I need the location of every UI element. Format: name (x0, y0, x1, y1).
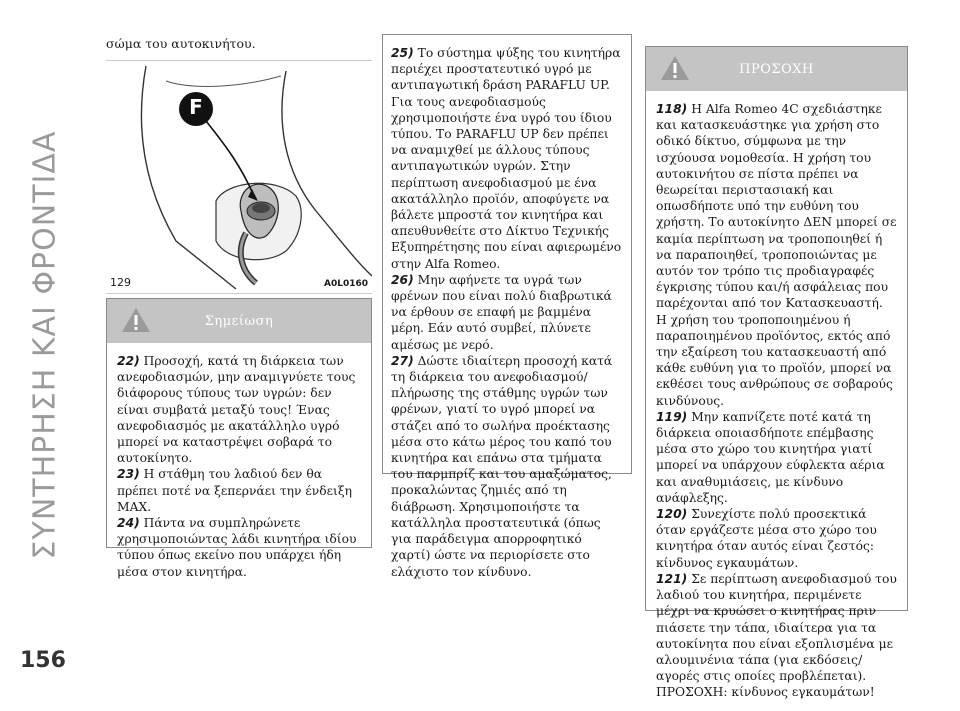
engine-illustration (106, 61, 372, 293)
note-paragraph: 22) Προσοχή, κατά τη διάρκεια των ανεφοδιασμών, μην αναμιγνύετε τους διάφορους τύπους των υγρών: δεν είναι συμβατά μεταξύ τους! Ένας ανεφοδιασμός με ακατάλληλο υγρό μπορεί να καταστρέψει σοβαρά το αυτοκίνητο. (117, 354, 356, 466)
left-column (106, 36, 372, 294)
warning-triangle-icon (121, 307, 151, 337)
note-paragraph: 24) Πάντα να συμπληρώνετε χρησιμοποιώντας λάδι κινητήρα ιδίου τύπου όπως εκείνο που υπάρχει ήδη μέσα στον κινητήρα. (117, 516, 357, 579)
middle-paragraph: 27) Δώστε ιδιαίτερη προσοχή κατά τη διάρκεια του ανεφοδιασμού/πλήρωσης της στάθμης υγρών των φρένων, γιατί το υγρό μπορεί να στάζει από το σωλήνα προέκτασης μέσα στο κάτω μέρος του καπό του κινητήρα και επάνω στα τμήματα του παρμπρίζ και του αμαξώματος, προκαλώντας ζημιές από τη διάβρωση. Χρησιμοποιήστε τα κατάλληλα προστατευτικά (όπως για παράδειγμα απορροφητικό χαρτί) ώστε να περιορίσετε στο ελάχιστο τον κίνδυνο. (391, 353, 613, 579)
figure-129 (106, 60, 372, 294)
note-title: Σημείωση (204, 313, 274, 329)
figure-number: 129 (110, 276, 131, 289)
intro-text: σώμα του αυτοκινήτου. (106, 36, 256, 51)
warning-paragraph: 121) Σε περίπτωση ανεφοδιασμού του λαδιού του κινητήρα, περιμένετε μέχρι να κρυώσει ο κινητήρας πριν πιάσετε την τάπα, ιδιαίτερα για τα αυτοκίνητα που είναι εξοπλισμένα με αλουμινένια τάπα (για εκδόσεις/αγορές στις οποίες προβλέπεται). ΠΡΟΣΟΧΗ: κίνδυνος εγκαυμάτων! (656, 571, 897, 700)
middle-column-body (383, 35, 631, 590)
figure-callout-letter: F (189, 95, 203, 119)
middle-column-box (382, 34, 632, 579)
warning-header (646, 47, 907, 91)
warning-paragraph: 120) Συνεχίστε πολύ προσεκτικά όταν εργάζεστε μέσα στο χώρο του κινητήρα όταν αυτός είναι ζεστός: κίνδυνος εγκαυμάτων. (656, 507, 877, 570)
page-number: 156 (20, 648, 66, 673)
sidebar (0, 0, 90, 686)
note-paragraph: 23) Η στάθμη του λαδιού δεν θα πρέπει ποτέ να ξεπερνάει την ένδειξη MAX. (117, 467, 352, 514)
warning-title: ΠΡΟΣΟΧΗ (739, 61, 814, 77)
warning-body (646, 91, 907, 711)
warning-triangle-icon (660, 55, 690, 85)
note-header (107, 299, 371, 343)
warning-paragraph: 119) Μην καπνίζετε ποτέ κατά τη διάρκεια οποιασδήποτε επέμβασης μέσα στο χώρο του κινητήρα γιατί μπορεί να υπάρχουν εύφλεκτα αέρια και αναθυμιάσεις, με κίνδυνο ανάφλεξης. (656, 409, 885, 505)
section-title: ΣΥΝΤΗΡΗΣΗ ΚΑΙ ΦΡΟΝΤΙΔΑ (27, 130, 63, 560)
note-body (107, 343, 371, 590)
warning-paragraph: 118) Η Alfa Romeo 4C σχεδιάστηκε και κατασκευάστηκε για χρήση στο οδικό δίκτυο, σύμφωνα με την ισχύουσα νομοθεσία. Η χρήση του αυτοκινήτου σε πίστα πρέπει να θεωρείται περιστασιακή και οπωσδήποτε υπό την ευθύνη του χρήστη. Το αυτοκίνητο ΔΕΝ μπορεί σε καμία περίπτωση να τροποποιηθεί ή να παραποιηθεί, τροποποιώντας με αυτόν τον τρόπο τις προδιαγραφές έγκρισης τύπου και/ή ασφάλειας που παρέχονται από τον Κατασκευαστή. Η χρήση του τροποποιημένου ή παραποιημένου προϊόντος, εκτός από την εξαίρεση του κατασκευαστή από κάθε ευθύνη για το προϊόν, μπορεί να εκθέσει τους ανθρώπους σε σοβαρούς κινδύνους. (656, 102, 897, 408)
middle-paragraph: 25) Το σύστημα ψύξης του κινητήρα περιέχει προστατευτικό υγρό με αντιπαγωτική δράση PARAFLU UP. Για τους ανεφοδιασμούς χρησιμοποιήστε ένα υγρό του ίδιου τύπου. Το PARAFLU UP δεν πρέπει να αναμιχθεί με άλλους τύπους αντιπαγωτικών υγρών. Στην περίπτωση ανεφοδιασμού με ένα ακατάλληλο προϊόν, αποφύγετε να βάλετε μπροστά τον κινητήρα και απευθυνθείτε στο Δίκτυο Τεχνικής Εξυπηρέτησης που είναι αφιερωμένο στην Alfa Romeo. (391, 46, 622, 271)
figure-code: A0L0160 (323, 279, 368, 289)
note-box (106, 298, 372, 579)
warning-box (645, 46, 908, 700)
middle-paragraph: 26) Μην αφήνετε τα υγρά των φρένων που είναι πολύ διαβρωτικά να έρθουν σε επαφή με βαμμένα μέρη. Εάν αυτό συμβεί, πλύνετε αμέσως με νερό. (391, 272, 612, 352)
